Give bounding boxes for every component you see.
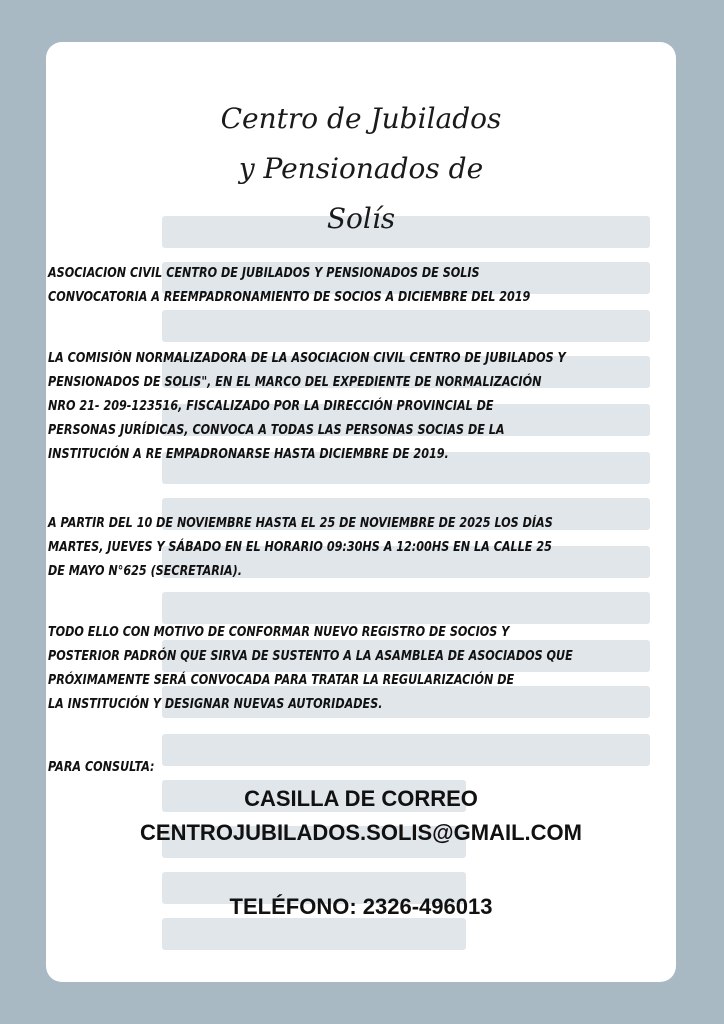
paragraph-line: LA INSTITUCIÓN Y DESIGNAR NUEVAS AUTORIDADES. xyxy=(48,697,383,712)
title-line: y Pensionados de xyxy=(238,152,484,185)
paragraph-line: POSTERIOR PADRÓN QUE SIRVA DE SUSTENTO A LA ASAMBLEA DE ASOCIADOS QUE xyxy=(48,649,573,664)
paragraph-line: INSTITUCIÓN A RE EMPADRONARSE HASTA DICIEMBRE DE 2019. xyxy=(48,447,449,462)
purpose-paragraph xyxy=(48,621,573,717)
paragraph-line: PENSIONADOS DE SOLIS", EN EL MARCO DEL EXPEDIENTE DE NORMALIZACIÓN xyxy=(48,375,542,390)
flyer-card xyxy=(46,42,676,982)
paragraph-line: NRO 21- 209-123516, FISCALIZADO POR LA DIRECCIÓN PROVINCIAL DE xyxy=(48,399,494,414)
paragraph-line: MARTES, JUEVES Y SÁBADO EN EL HORARIO 09:30HS A 12:00HS EN LA CALLE 25 xyxy=(48,540,552,555)
phone-number: TELÉFONO: 2326-496013 xyxy=(229,894,493,919)
header-paragraph xyxy=(48,262,530,310)
email-address: CENTROJUBILADOS.SOLIS@GMAIL.COM xyxy=(140,820,582,845)
email-label: CASILLA DE CORREO xyxy=(244,786,478,811)
decorative-bar xyxy=(162,310,650,342)
paragraph-line: LA COMISIÓN NORMALIZADORA DE LA ASOCIACION CIVIL CENTRO DE JUBILADOS Y xyxy=(48,351,566,366)
convocation-paragraph xyxy=(48,347,566,467)
paragraph-line: CONVOCATORIA A REEMPADRONAMIENTO DE SOCIOS A DICIEMBRE DEL 2019 xyxy=(48,290,531,305)
title-line: Solís xyxy=(326,202,396,235)
decorative-bar xyxy=(162,918,466,950)
consulta-label xyxy=(48,756,155,780)
paragraph-line: DE MAYO N°625 (SECRETARIA). xyxy=(48,564,243,579)
paragraph-line: PARA CONSULTA: xyxy=(48,760,155,775)
paragraph-line: PRÓXIMAMENTE SERÁ CONVOCADA PARA TRATAR LA REGULARIZACIÓN DE xyxy=(48,673,515,688)
title-line: Centro de Jubilados xyxy=(220,102,502,135)
decorative-bar xyxy=(162,734,650,766)
paragraph-line: ASOCIACION CIVIL CENTRO DE JUBILADOS Y PENSIONADOS DE SOLIS xyxy=(48,266,480,281)
paragraph-line: PERSONAS JURÍDICAS, CONVOCA A TODAS LAS PERSONAS SOCIAS DE LA xyxy=(48,423,505,438)
schedule-paragraph xyxy=(48,512,553,584)
decorative-bar xyxy=(162,592,650,624)
paragraph-line: TODO ELLO CON MOTIVO DE CONFORMAR NUEVO REGISTRO DE SOCIOS Y xyxy=(48,625,510,640)
page-title xyxy=(46,94,676,244)
paragraph-line: A PARTIR DEL 10 DE NOVIEMBRE HASTA EL 25 DE NOVIEMBRE DE 2025 LOS DÍAS xyxy=(48,516,553,531)
